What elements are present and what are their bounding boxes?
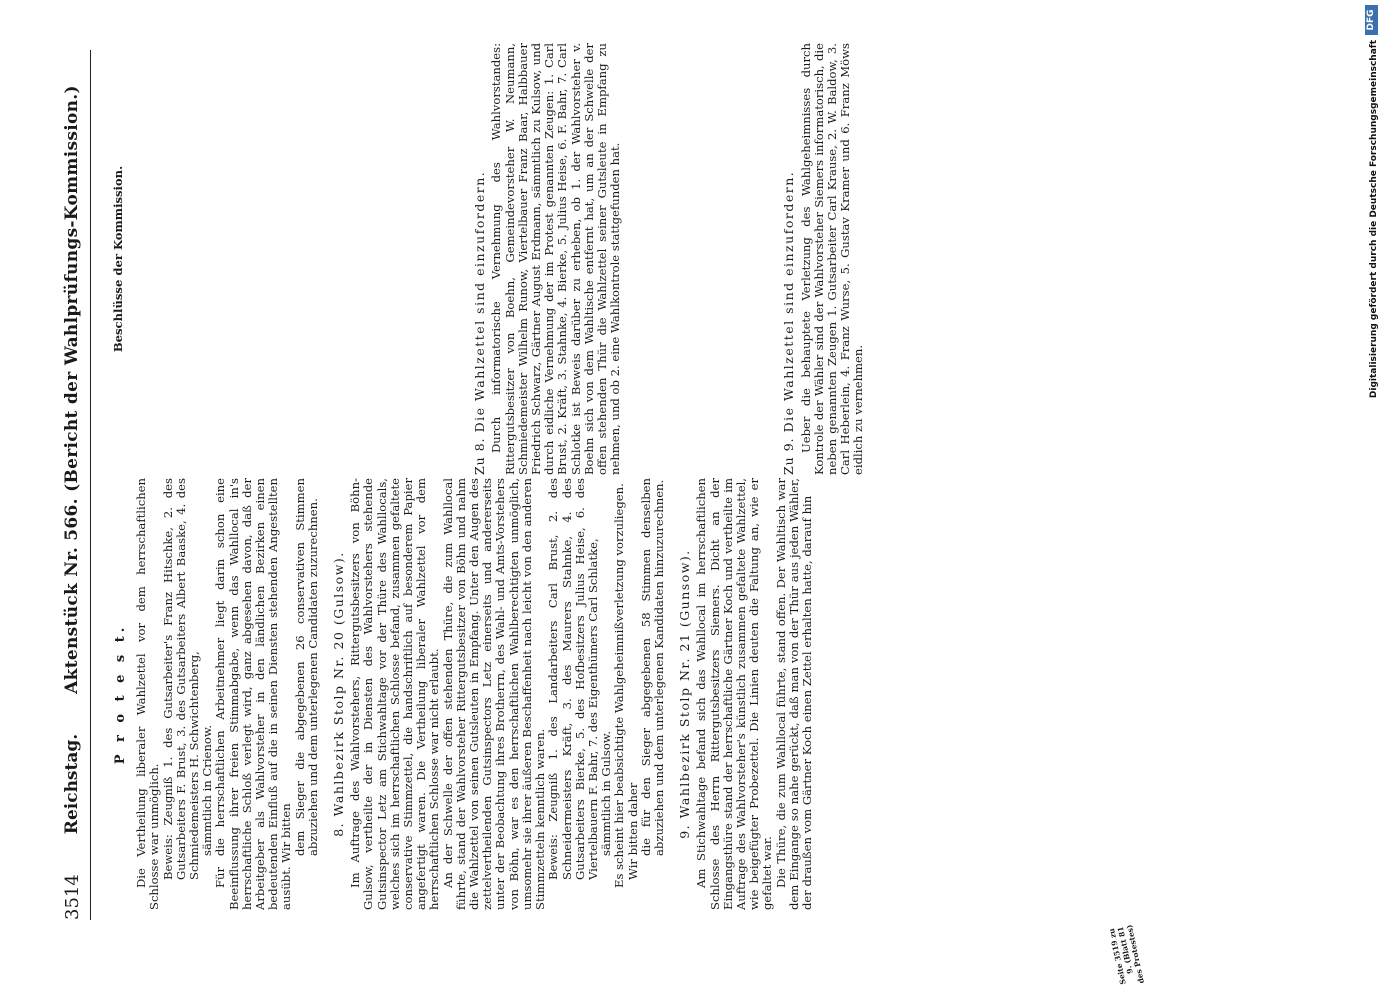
page-number: 3514	[62, 874, 84, 920]
request-block: dem Sieger die abgegebenen 26 conservativen Stimmen abzuziehen und dem unterlegenen Candidaten zuzurechnen.	[292, 478, 320, 856]
paragraph: Die Thüre, die zum Wahllocal führte, stand offen. Der Wahltisch war dem Eingange so nahe gerückt, daß man von der Thür aus jeden Wähler, der draußen vom Gärtner Koch einen Zettel erhalten hatte, darauf hin	[773, 478, 814, 910]
header-right-title: Aktenstück Nr. 566. (Bericht der Wahlprüfungs-Kommission.)	[62, 85, 83, 694]
digitization-note: Digitalisierung gefördert durch die Deutsche Forschungsgemeinschaft	[1369, 40, 1379, 399]
decision-text: Durch informatorische Vernehmung des Wahlvorstandes: Rittergutsbesitzer von Boehn, Gemeindevorsteher W. Neumann, Schmiedemeister Wilhelm Runow, Viertelbauer Franz Baar, Halbbauer Friedrich Schwarz, Gärtner August Erdmann, sämmtlich zu Kulsow, und durch eidliche Vernehmung der im Protest genannten Zeugen: 1. Carl Brust, 2. Kräft, 3. Stahnke, 4. Bierke, 5. Julius Heise, 6. F. Bahr, 7. Carl Schlotke ist Beweis darüber zu erheben, ob 1. der Wahlvorsteher v. Boehn sich von dem Wahltische entfernt hat, um an der Schwelle der offen stehenden Thür die Wahlzettel seiner Gutsleute in Empfang zu nehmen, und ob 2. eine Wahlkontrole stattgefunden hat.	[489, 43, 623, 475]
paragraph: Die Vertheilung liberaler Wahlzettel vor dem herrschaftlichen Schlosse war unmöglich.	[134, 478, 162, 910]
spacer	[131, 43, 463, 475]
header-rule	[90, 50, 91, 920]
paragraph: An der Schwelle der offen stehenden Thüre, die zum Wahllocal führte, stand der Wahlvorsteher Rittergutsbesitzer von Böhn und nahm die Wahlzettel von seinen Gutsleuten in Empfang. Unter den Augen des zettelvertheilenden Gutsinspectors Letz einerseits und andererseits unter der Beobachtung ihres Brotherrn, des Wahl- und Amts-Vorstehers von Böhn, war es den herrschaftlichen Wahlberechtigten unmöglich, umsomehr sie ihrer äußeren Beschaffenheit nach leicht von den anderen Stimmzetteln kenntlich waren.	[440, 478, 548, 910]
paragraph: Am Stichwahltage befand sich das Wahllocal im herrschaftlichen Schlosse des Herrn Rittergutsbesitzers Siemers. Dicht an der Eingangsthüre stand der herrschaftliche Gärtner Koch und vertheilte im Auftrage des Wahlvorsteher's künstlich zusammen gefaltete Wahlzettel, wie beigefügter Probezettel. Die Linien deuten die Faltung an, wie er gefaltet war.	[694, 478, 775, 910]
request-block: die für den Sieger abgegebenen 58 Stimmen denselben abzuziehen und dem unterlegenen Kandidaten hinzuzurechnen.	[638, 478, 666, 856]
proof-block: Beweis: Zeugniß 1. des Gutsarbeiter's Franz Hitschke, 2. des Gutsarbeiters F. Brust, 3. des Gutsarbeiters Albert Baaske, 4. des Schmiedemeisters H. Schwichtenberg,	[160, 478, 202, 880]
request-intro: Wir bitten daher	[625, 782, 640, 880]
item-title: Die Wahlzettel sind einzufordern.	[472, 170, 488, 433]
proof-place: sämmtlich in Crienow.	[200, 724, 215, 856]
district-heading: 8. Wahlbezirk Stolp Nr. 20 (Gulsow).	[331, 551, 347, 837]
item-label: Zu 9.	[781, 437, 797, 475]
decision-text: Ueber die behauptete Verletzung des Wahlgeheimnisses durch Kontrole der Wähler sind der Wahlvorsteher Siemers informatorisch, die neben genannten Zeugen 1. Gutsarbeiter Carl Krause, 2. W. Baldow, 3. Carl Heberlein, 4. Franz Wurse, 5. Gustav Kramer und 6. Franz Möws eidlich zu vernehmen.	[798, 43, 866, 475]
item-title: Die Wahlzettel sind einzufordern.	[781, 170, 797, 433]
page-header	[58, 50, 88, 920]
proof-block: Beweis: Zeugniß 1. des Landarbeiters Carl Brust, 2. des Schneidermeisters Kräft, 3. des Maurers Stahnke, 4. des Gutsarbeiters Bierke, 5. des Hofbesitzers Julius Heise, 6. des Viertelbauern F. Bahr, 7. des Eigenthümers Carl Schlatke,	[546, 478, 600, 880]
dfg-logo: DFG	[1365, 5, 1378, 35]
spacer	[622, 43, 772, 475]
district-heading: 9. Wahlbezirk Stolp Nr. 21 (Gunsow).	[677, 549, 693, 839]
decision-item	[473, 43, 486, 475]
paragraph: Im Auftrage des Wahlvorstehers, Rittergutsbesitzers von Böhn-Gulsow, vertheilte der in Diensten des Wahlvorstehers stehende Gutsinspector Letz am Stichwahltage vor der Thüre des Wahllocals, welches sich im herrschaftlichen Schlosse befand, zusammen gefaltete conservative Stimmzettel, die handschriftlich auf besonderem Papier angefertigt waren. Die Vertheilung liberaler Wahlzettel vor dem herrschaftlichen Schlosse war nicht erlaubt.	[348, 478, 442, 910]
decision-item	[782, 43, 795, 475]
decisions-heading: Beschlüsse der Kommission.	[111, 165, 125, 353]
protest-title: P r o t e s t.	[113, 623, 128, 765]
left-column	[98, 478, 1238, 910]
header-left-title: Reichstag.	[62, 733, 83, 835]
paragraph: Es scheint hier beabsichtigte Wahlgeheimnißverletzung vorzuliegen.	[612, 483, 627, 888]
margin-note: Seite 3519 zu 9. (Blatt 81 des Protestes)	[1107, 923, 1146, 986]
paragraph: Für die herrschaftlichen Arbeitnehmer liegt darin schon eine Beeinflussung ihrer freien Stimmabgabe, wenn das Wahllocal in's herrschaftliche Schloß verlegt wird, ganz abgesehen davon, daß der Arbeitgeber als Wahlvorsteher in den ländlichen Bezirken einen bedeutenden Einfluß auf die in seinen Diensten stehenden Angestellten ausübt. Wir bitten	[213, 478, 294, 910]
proof-place: sämmtlich in Gulsow.	[599, 730, 614, 856]
right-column	[98, 43, 1238, 475]
item-label: Zu 8.	[472, 437, 488, 475]
